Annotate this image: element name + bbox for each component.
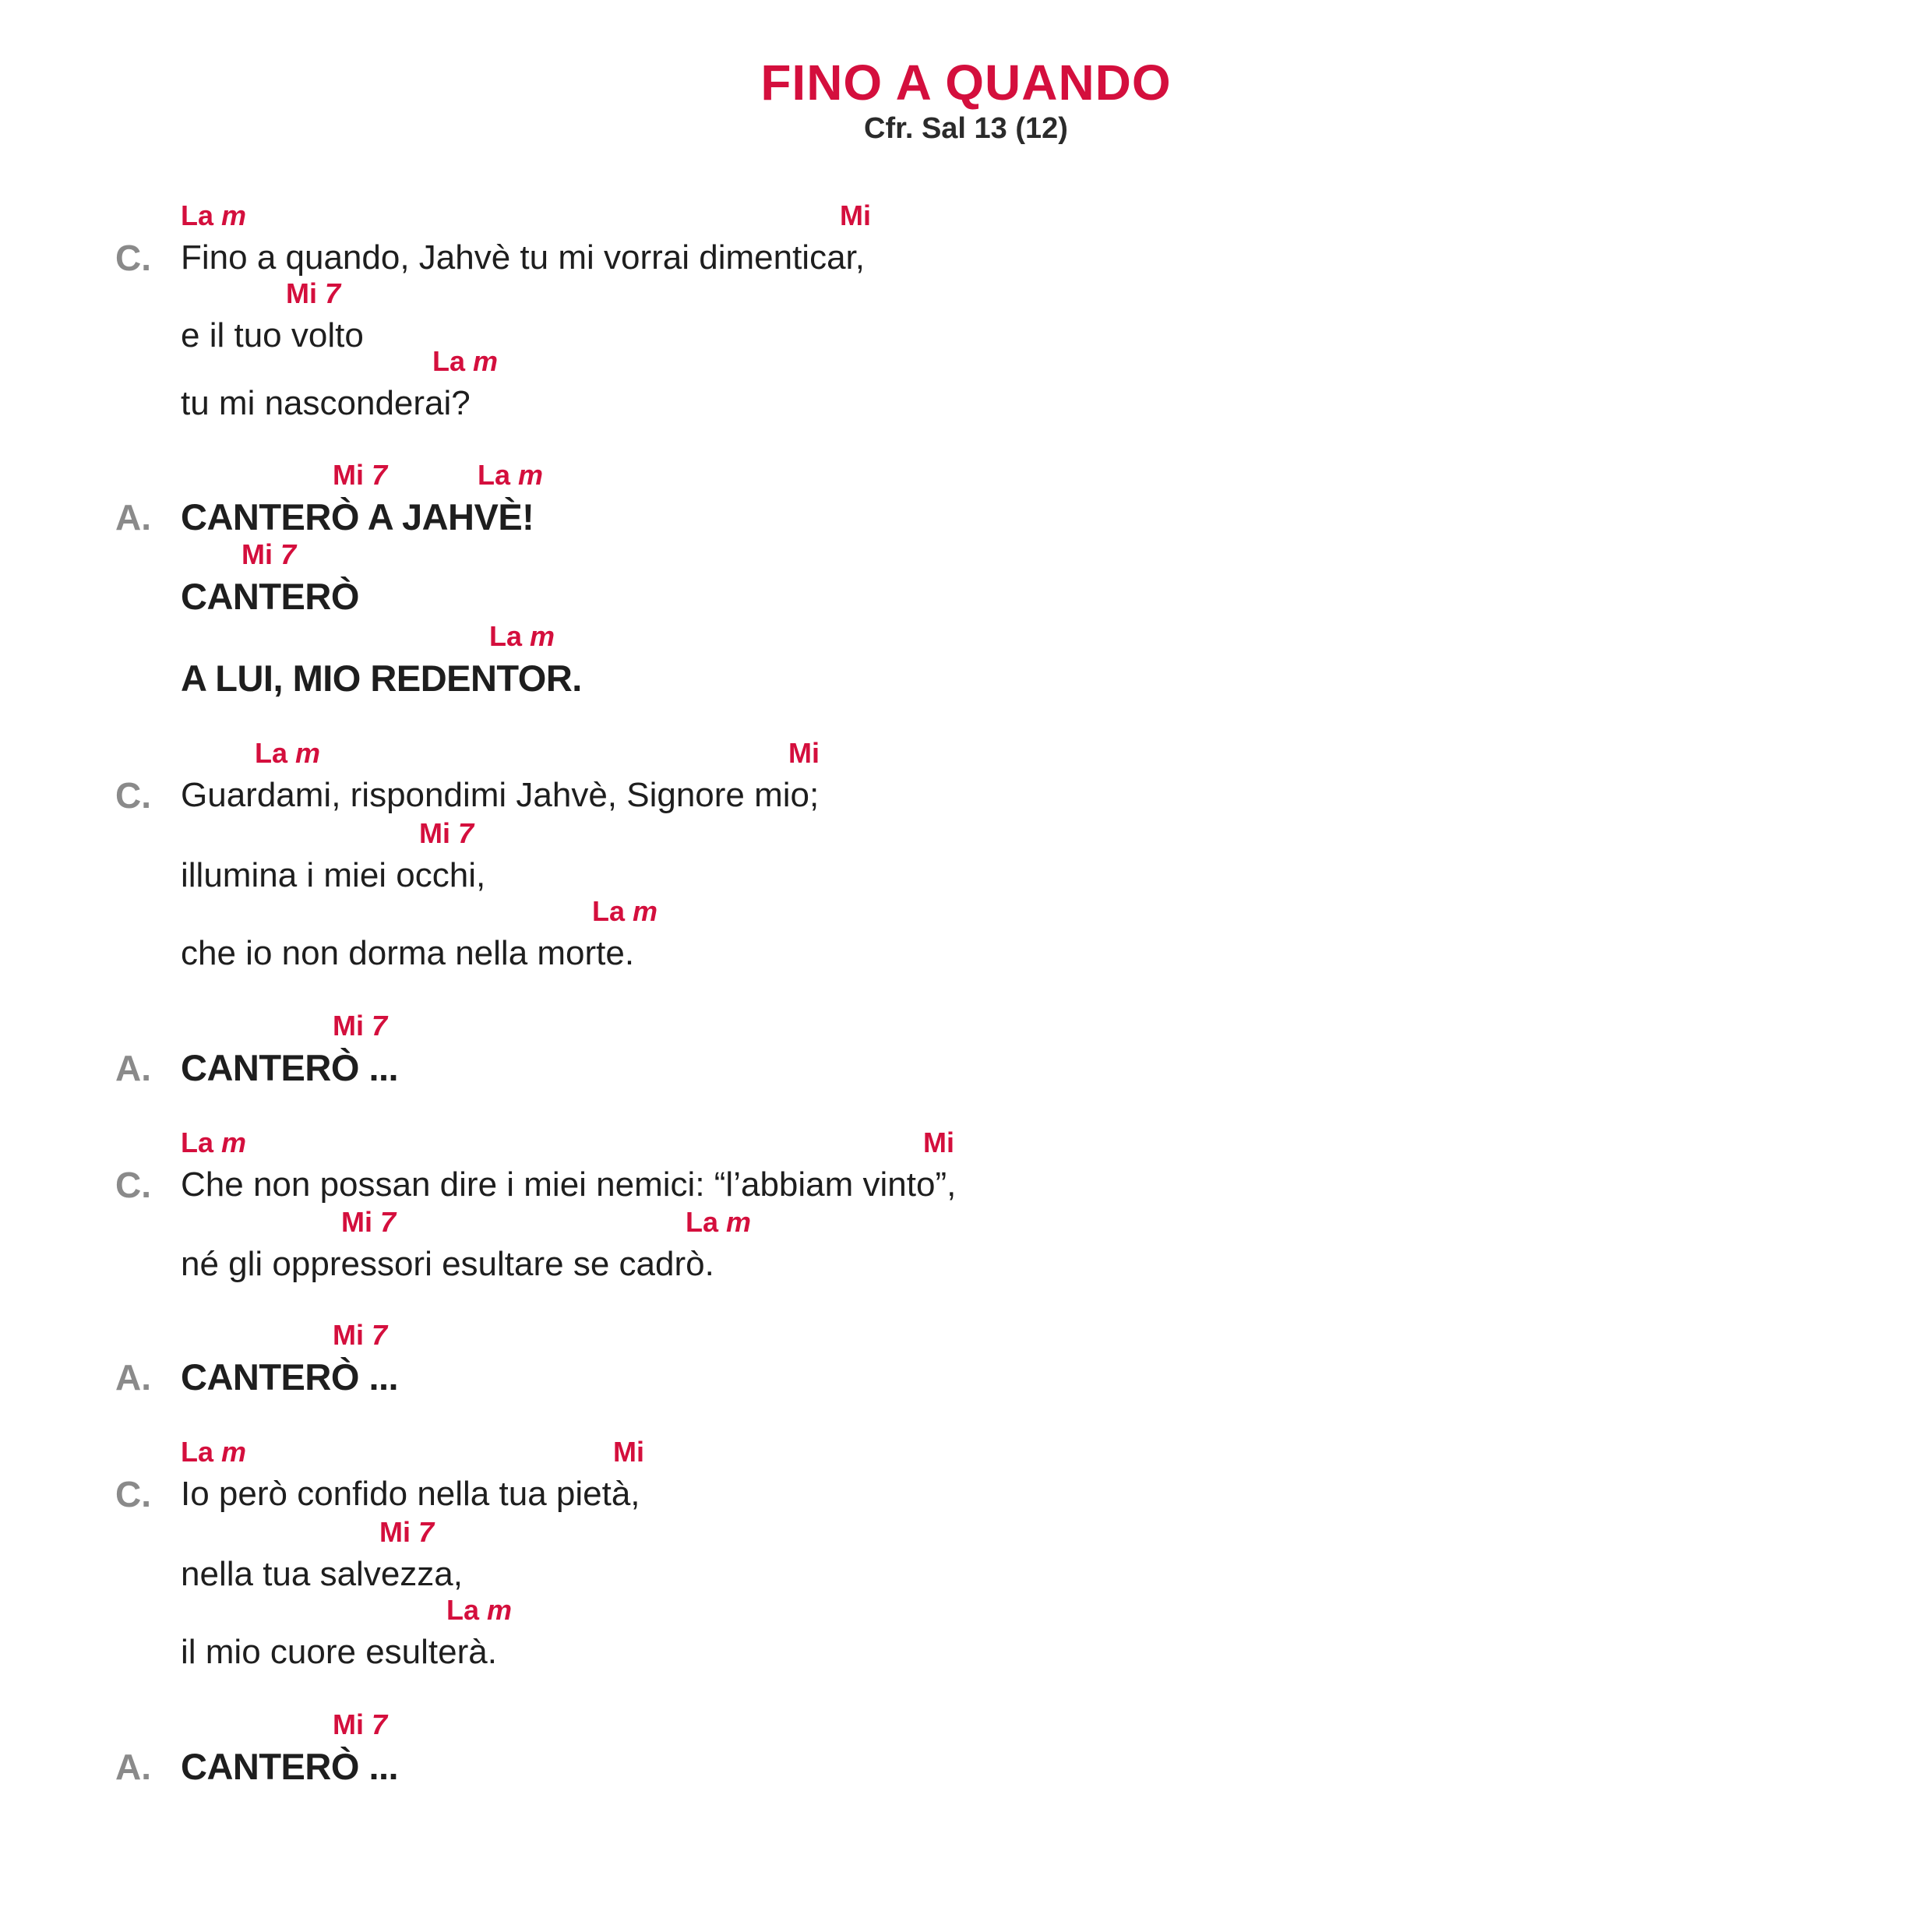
singer-marker: C.: [115, 238, 151, 278]
lyric-line: [0, 1515, 1932, 1601]
chord-label: [923, 1126, 954, 1160]
lyric-line: [0, 344, 1932, 430]
chord-quality: m: [473, 345, 499, 377]
chord-root: La: [446, 1594, 480, 1626]
chord-root: Mi: [333, 1010, 364, 1042]
chord-quality: 7: [372, 1319, 388, 1351]
lyric-line: [0, 619, 1932, 705]
chord-label: [788, 736, 820, 770]
lyric-line: [0, 736, 1932, 822]
lyric-line: [0, 1126, 1932, 1211]
refrain-text: CANTERÒ ...: [181, 1356, 399, 1398]
chord-root: Mi: [286, 277, 317, 309]
lyric-line: [0, 458, 1932, 544]
chord-label: [181, 199, 246, 233]
verse-text: e il tuo volto: [181, 316, 364, 354]
singer-marker: A.: [115, 1747, 151, 1787]
verse-text: tu mi nasconderai?: [181, 384, 471, 422]
verse-text: Che non possan dire i miei nemici: “l’abbiam vinto”,: [181, 1165, 957, 1204]
song-subtitle: Cfr. Sal 13 (12): [864, 112, 1068, 145]
verse-text: né gli oppressori esultare se cadrò.: [181, 1245, 714, 1283]
chord-root: Mi: [333, 1708, 364, 1740]
chord-quality: m: [726, 1206, 752, 1238]
chord-root: Mi: [341, 1206, 372, 1238]
lyric-line: [0, 894, 1932, 980]
chord-label: [333, 458, 387, 492]
singer-marker: A.: [115, 497, 151, 538]
chord-root: Mi: [333, 1319, 364, 1351]
chord-quality: m: [221, 1436, 247, 1468]
chord-root: La: [181, 199, 214, 231]
chord-root: La: [181, 1126, 214, 1158]
verse-text: Guardami, rispondimi Jahvè, Signore mio;: [181, 776, 820, 814]
chord-quality: 7: [458, 817, 474, 849]
chord-root: Mi: [379, 1516, 411, 1548]
chord-quality: 7: [280, 538, 297, 570]
chord-quality: m: [487, 1594, 513, 1626]
singer-marker: A.: [115, 1357, 151, 1398]
lyric-line: [0, 1435, 1932, 1521]
chord-quality: m: [221, 199, 247, 231]
chord-label: [286, 277, 340, 311]
chord-root: La: [489, 620, 523, 652]
lyric-line: [0, 1009, 1932, 1095]
chord-quality: 7: [325, 277, 341, 309]
chord-root: La: [686, 1206, 719, 1238]
song-title: FINO A QUANDO: [760, 55, 1172, 111]
chord-root: La: [181, 1436, 214, 1468]
chord-root: La: [592, 895, 626, 927]
lyric-line: [0, 1708, 1932, 1793]
verse-text: nella tua salvezza,: [181, 1555, 463, 1593]
verse-text: Io però confido nella tua pietà,: [181, 1475, 640, 1513]
chord-label: [181, 1126, 246, 1160]
refrain-text: CANTERÒ: [181, 576, 359, 617]
chord-quality: 7: [380, 1206, 397, 1238]
chord-quality: m: [518, 459, 544, 491]
lyric-line: [0, 1205, 1932, 1291]
chord-label: [419, 816, 474, 851]
chord-label: [333, 1708, 387, 1742]
chord-label: [333, 1009, 387, 1043]
chord-quality: 7: [372, 459, 388, 491]
chord-quality: m: [633, 895, 658, 927]
lyric-line: [0, 1593, 1932, 1679]
chord-root: Mi: [923, 1126, 954, 1158]
chord-quality: 7: [372, 1708, 388, 1740]
chord-root: Mi: [840, 199, 871, 231]
chord-label: [432, 344, 498, 379]
lyric-line: [0, 816, 1932, 902]
chord-label: [446, 1593, 512, 1627]
chord-root: Mi: [613, 1436, 644, 1468]
chord-root: Mi: [242, 538, 273, 570]
refrain-text: CANTERÒ ...: [181, 1746, 399, 1787]
chord-label: [181, 1435, 246, 1469]
chord-root: Mi: [333, 459, 364, 491]
refrain-text: CANTERÒ ...: [181, 1047, 399, 1088]
singer-marker: C.: [115, 1474, 151, 1514]
chord-label: [242, 538, 296, 572]
singer-marker: C.: [115, 1165, 151, 1205]
verse-text: il mio cuore esulterà.: [181, 1633, 497, 1671]
singer-marker: A.: [115, 1048, 151, 1088]
chord-label: [379, 1515, 434, 1549]
chord-label: [489, 619, 555, 654]
refrain-text: CANTERÒ A JAHVÈ!: [181, 496, 534, 538]
verse-text: che io non dorma nella morte.: [181, 934, 635, 972]
chord-label: [686, 1205, 751, 1239]
chord-root: Mi: [419, 817, 450, 849]
lyric-line: [0, 1318, 1932, 1404]
chord-quality: 7: [372, 1010, 388, 1042]
lyric-line: [0, 199, 1932, 284]
singer-marker: C.: [115, 775, 151, 816]
refrain-text: A LUI, MIO REDENTOR.: [181, 658, 582, 699]
lyric-line: [0, 538, 1932, 623]
chord-label: [613, 1435, 644, 1469]
chord-quality: m: [530, 620, 555, 652]
chord-root: La: [478, 459, 511, 491]
chord-label: [840, 199, 871, 233]
chord-label: [333, 1318, 387, 1352]
chord-label: [341, 1205, 396, 1239]
chord-root: Mi: [788, 737, 820, 769]
verse-text: Fino a quando, Jahvè tu mi vorrai dimenticar,: [181, 238, 866, 277]
chord-label: [255, 736, 320, 770]
chord-quality: m: [295, 737, 321, 769]
chord-quality: 7: [418, 1516, 435, 1548]
chord-label: [592, 894, 658, 929]
chord-root: La: [432, 345, 466, 377]
chord-label: [478, 458, 543, 492]
chord-quality: m: [221, 1126, 247, 1158]
verse-text: illumina i miei occhi,: [181, 856, 486, 894]
chord-root: La: [255, 737, 288, 769]
